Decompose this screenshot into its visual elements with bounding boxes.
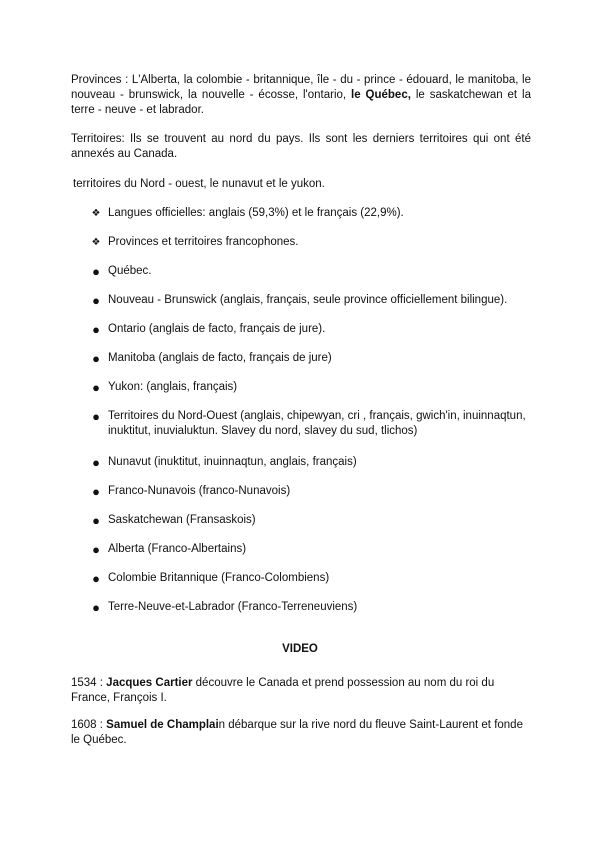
list-item-text: Nouveau - Brunswick (anglais, français, seule province officiellement bilingue). xyxy=(108,294,508,306)
diamond-bullet-icon: ❖ xyxy=(91,237,101,248)
list-item-text: Ontario (anglais de facto, français de jure). xyxy=(108,323,326,335)
dot-bullet-icon: ● xyxy=(92,409,100,424)
provinces-paragraph xyxy=(71,73,531,118)
entry-date: 1534 : xyxy=(71,677,107,689)
dot-bullet-icon: ● xyxy=(92,513,100,528)
provinces-text: Provinces : L'Alberta, la colombie - britannique, île - du - prince - édouard, le manitoba, le nouveau - brunswick, la nouvelle - écosse, l'ontario, xyxy=(71,74,531,101)
entry-text: découvre le Canada et prend possession au nom du roi du France, François I. xyxy=(71,677,495,704)
dot-bullet-icon: ● xyxy=(92,571,100,586)
territoires-nord-line: territoires du Nord - ouest, le nunavut et le yukon. xyxy=(73,178,325,190)
list-item-text: Terre-Neuve-et-Labrador (Franco-Terreneuviens) xyxy=(108,601,358,613)
dot-bullet-icon: ● xyxy=(92,322,100,337)
list-item-text: Manitoba (anglais de facto, français de jure) xyxy=(108,352,332,364)
dot-bullet-icon: ● xyxy=(92,351,100,366)
territoires-paragraph: Territoires: Ils se trouvent au nord du pays. Ils sont les derniers territoires qui ont été annexés au Canada. xyxy=(71,133,531,160)
diamond-bullet-icon: ❖ xyxy=(91,208,101,219)
entry-person: Jacques Cartier xyxy=(106,677,193,689)
provinces-text-end: le saskatchewan et la terre - neuve - et labrador. xyxy=(71,89,531,116)
list-item-text: Provinces et territoires francophones. xyxy=(108,236,299,248)
entry-person: Samuel de Champlai xyxy=(106,719,219,731)
dot-bullet-icon: ● xyxy=(92,484,100,499)
dot-bullet-icon: ● xyxy=(92,455,100,470)
video-heading: VIDEO xyxy=(282,643,318,655)
timeline-entry-1608 xyxy=(71,718,531,748)
list-item-text: Alberta (Franco-Albertains) xyxy=(108,543,247,555)
list-item-text: Yukon: (anglais, français) xyxy=(108,381,238,393)
list-item-text: Saskatchewan (Fransaskois) xyxy=(108,514,256,526)
dot-bullet-icon: ● xyxy=(92,600,100,615)
list-item-text: Langues officielles: anglais (59,3%) et le français (22,9%). xyxy=(108,207,404,219)
list-item-text: Territoires du Nord-Ouest (anglais, chipewyan, cri , français, gwich'in, inuinnaqtun, inuktitut, inuvialuktun. Slavey du nord, slavey du sud, tlichos) xyxy=(108,410,526,437)
timeline-entry-1534 xyxy=(71,676,531,706)
entry-date: 1608 : xyxy=(71,719,107,731)
list-item-text: Nunavut (inuktitut, inuinnaqtun, anglais, français) xyxy=(108,456,357,468)
list-item-text: Franco-Nunavois (franco-Nunavois) xyxy=(108,485,291,497)
dot-bullet-icon: ● xyxy=(92,293,100,308)
dot-bullet-icon: ● xyxy=(92,264,100,279)
dot-bullet-icon: ● xyxy=(92,380,100,395)
quebec-bold: le Québec, xyxy=(351,89,411,101)
dot-bullet-icon: ● xyxy=(92,542,100,557)
entry-text: n débarque sur la rive nord du fleuve Saint-Laurent et fonde le Québec. xyxy=(71,719,523,746)
list-item-text: Colombie Britannique (Franco-Colombiens) xyxy=(108,572,330,584)
list-item-text: Québec. xyxy=(108,265,152,277)
